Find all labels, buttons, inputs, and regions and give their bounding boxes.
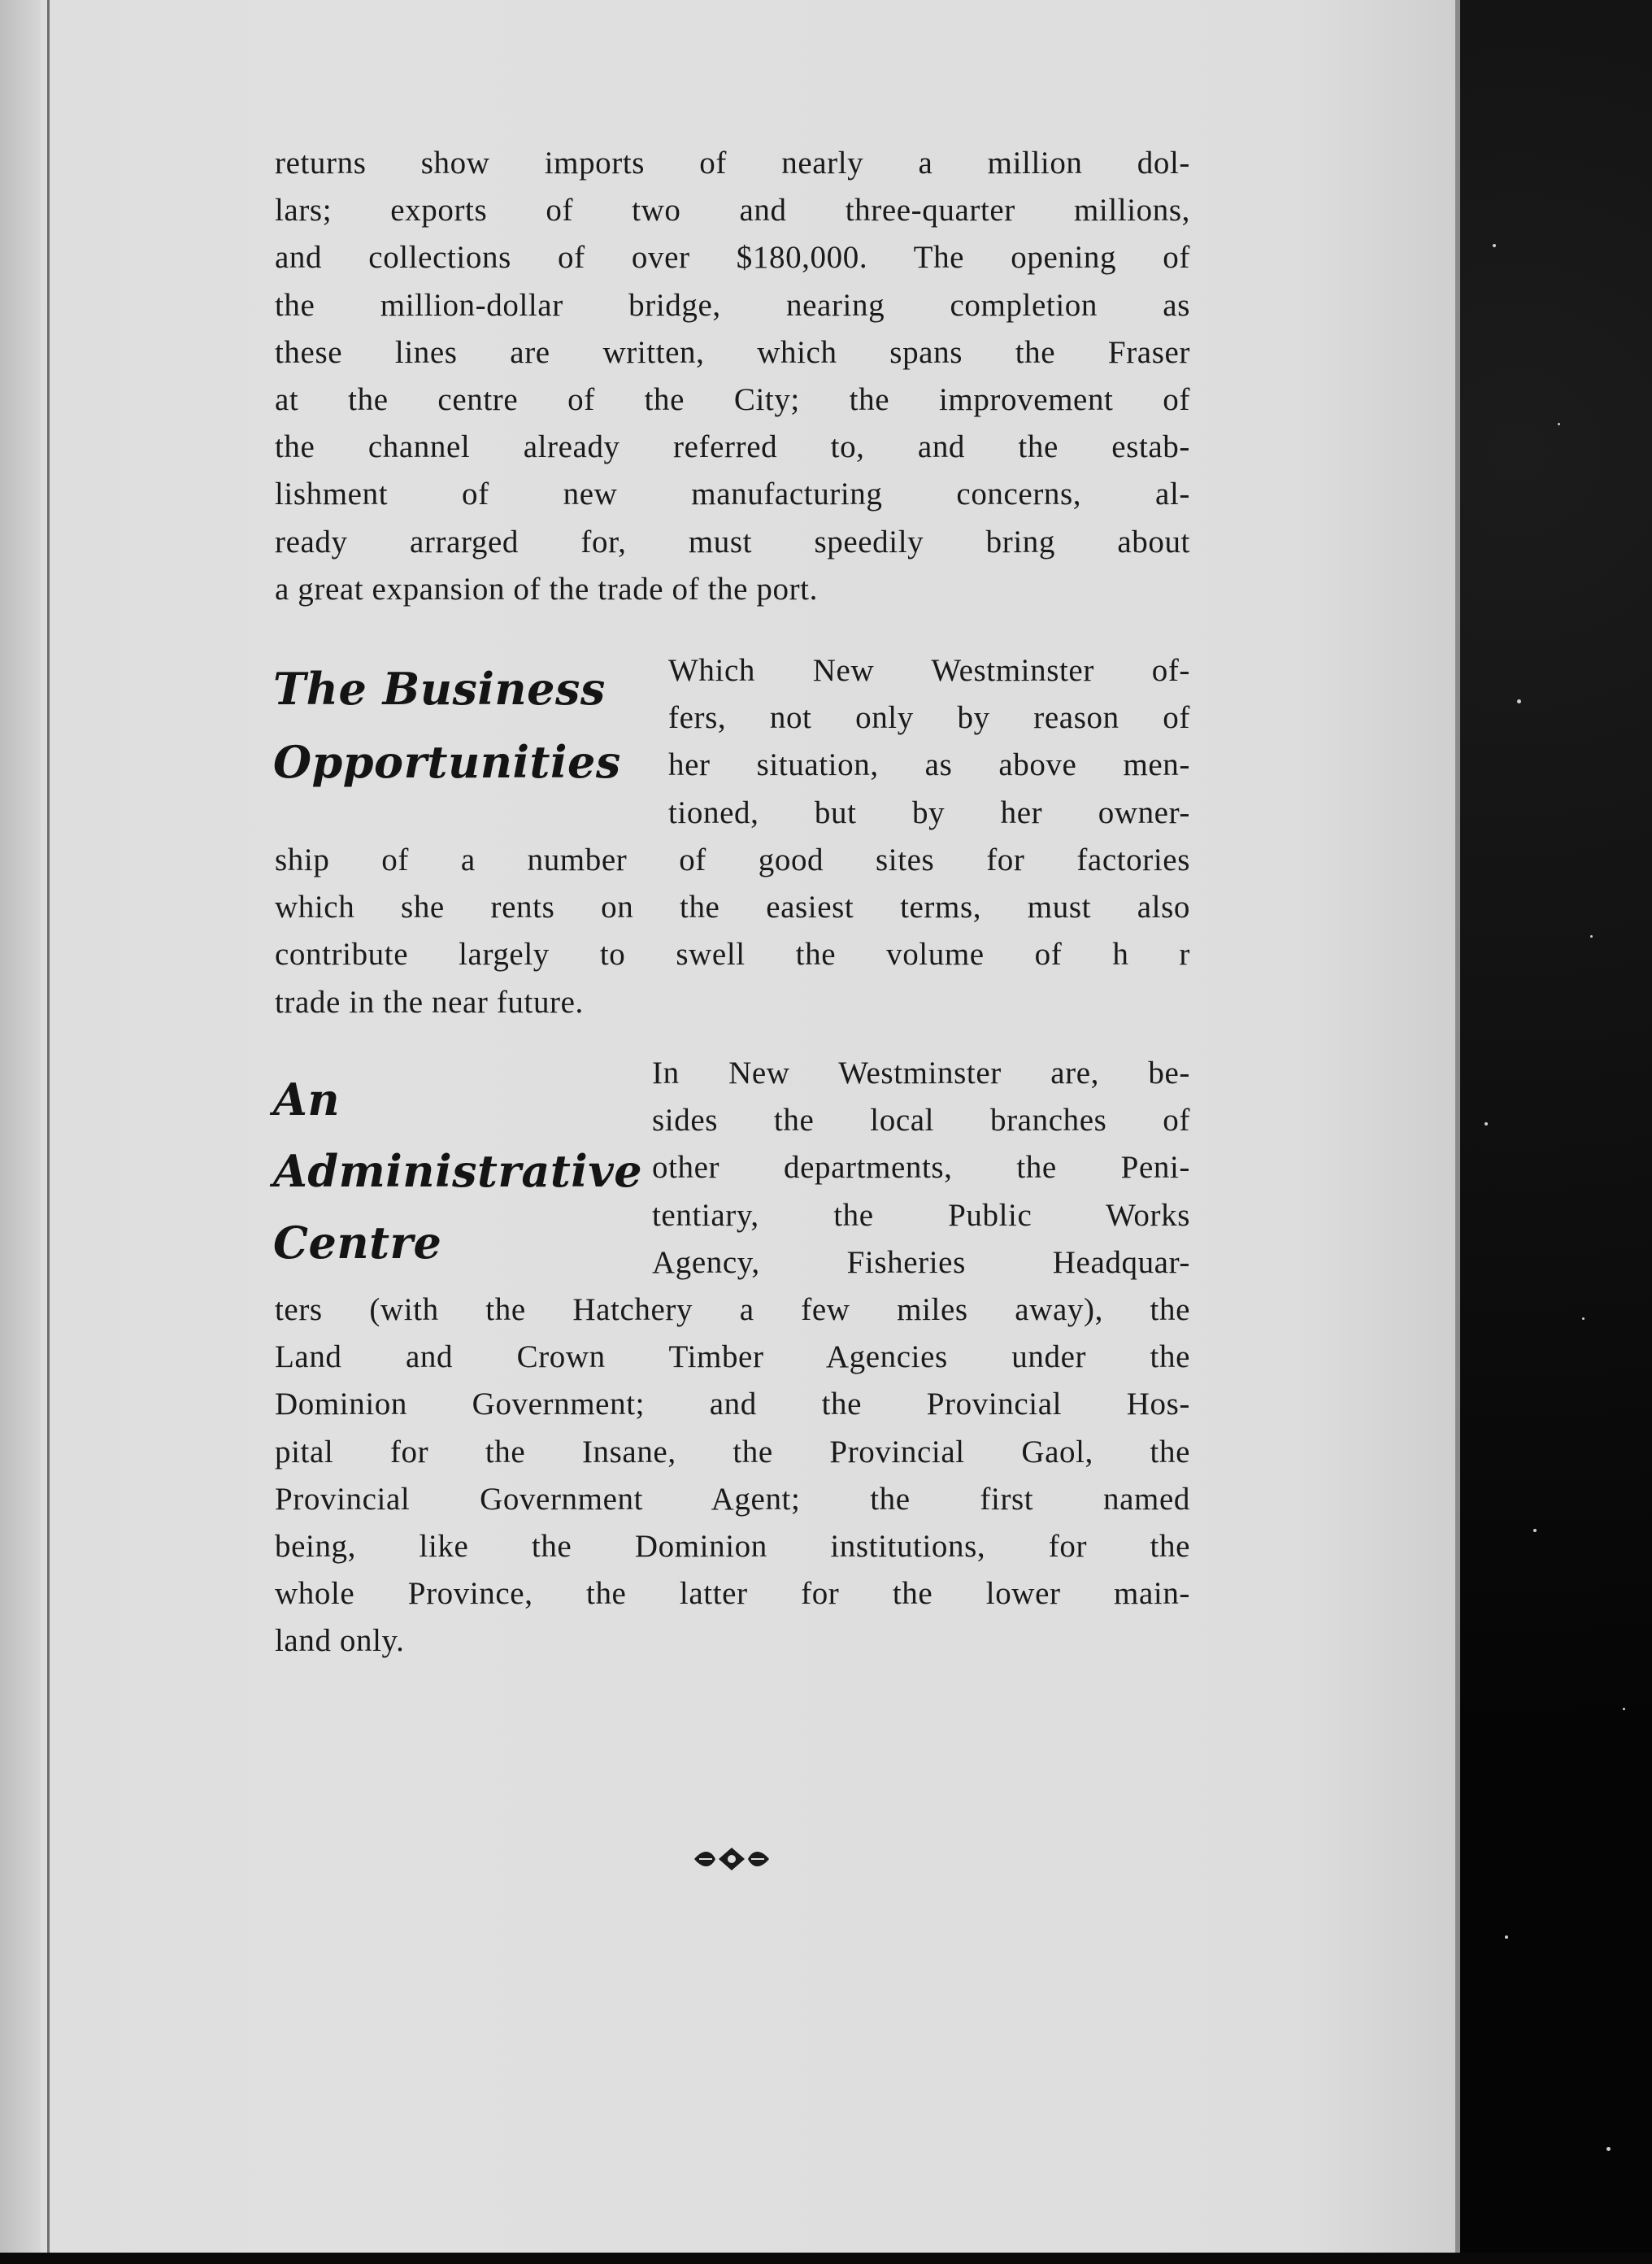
opening-paragraph	[275, 140, 1190, 613]
text-line: tioned, but by her owner-	[668, 795, 1190, 830]
section1-side-text	[668, 647, 1190, 837]
text-line: lishment of new manufacturing concerns, al-	[275, 477, 1190, 512]
text-line: sides the local branches of	[652, 1103, 1190, 1139]
section-heading-business: The Business	[273, 663, 606, 715]
text-line: whole Province, the latter for the lower main-	[275, 1576, 1190, 1612]
text-line: the million-dollar bridge, nearing completion as	[275, 287, 1190, 323]
text-line: her situation, as above men-	[668, 747, 1190, 783]
text-line: a great expansion of the trade of the port.	[275, 571, 818, 607]
text-line: returns show imports of nearly a million dol-	[275, 146, 1190, 181]
text-line: In New Westminster are, be-	[652, 1056, 1190, 1091]
spine-shadow	[0, 0, 41, 2253]
section-heading-opportunities: Opportunities	[273, 736, 621, 788]
text-line: trade in the near future.	[275, 984, 584, 1020]
text-line: land only.	[275, 1623, 405, 1659]
text-line: and collections of over $180,000. The opening of	[275, 240, 1190, 276]
text-line: Agency, Fisheries Headquar-	[652, 1244, 1190, 1280]
text-line: Land and Crown Timber Agencies under the	[275, 1339, 1190, 1375]
text-line: the channel already referred to, and the estab-	[275, 429, 1190, 465]
spine-edge	[47, 0, 50, 2253]
text-line: ready arrarged for, must speedily bring about	[275, 524, 1190, 559]
text-line: ters (with the Hatchery a few miles away), the	[275, 1292, 1190, 1327]
text-line: pital for the Insane, the Provincial Gaol, the	[275, 1434, 1190, 1469]
section-heading-an: An	[273, 1073, 341, 1125]
section-heading-centre: Centre	[273, 1217, 442, 1269]
text-line: lars; exports of two and three-quarter millions,	[275, 193, 1190, 229]
text-line: these lines are written, which spans the Fraser	[275, 334, 1190, 370]
text-line: Provincial Government Agent; the first named	[275, 1481, 1190, 1517]
text-line: other departments, the Peni-	[652, 1150, 1190, 1186]
text-line: which she rents on the easiest terms, must also	[275, 890, 1190, 925]
text-line: Dominion Government; and the Provincial Hos-	[275, 1387, 1190, 1422]
dark-scan-margin	[1460, 0, 1652, 2264]
section2-body-text	[275, 1287, 1190, 1665]
text-line: being, like the Dominion institutions, for the	[275, 1529, 1190, 1565]
section-heading-administrative: Administrative	[273, 1145, 643, 1197]
text-line: ship of a number of good sites for factories	[275, 842, 1190, 877]
section2-side-text	[652, 1050, 1190, 1287]
text-line: at the centre of the City; the improvement of	[275, 382, 1190, 418]
floral-ornament-icon	[691, 1844, 772, 1874]
text-line: tentiary, the Public Works	[652, 1197, 1190, 1233]
text-line: contribute largely to swell the volume of h r	[275, 937, 1190, 973]
scan-bottom-edge	[0, 2253, 1652, 2264]
text-line: Which New Westminster of-	[668, 653, 1190, 688]
section1-body-text	[275, 837, 1190, 1026]
text-line: fers, not only by reason of	[668, 700, 1190, 736]
